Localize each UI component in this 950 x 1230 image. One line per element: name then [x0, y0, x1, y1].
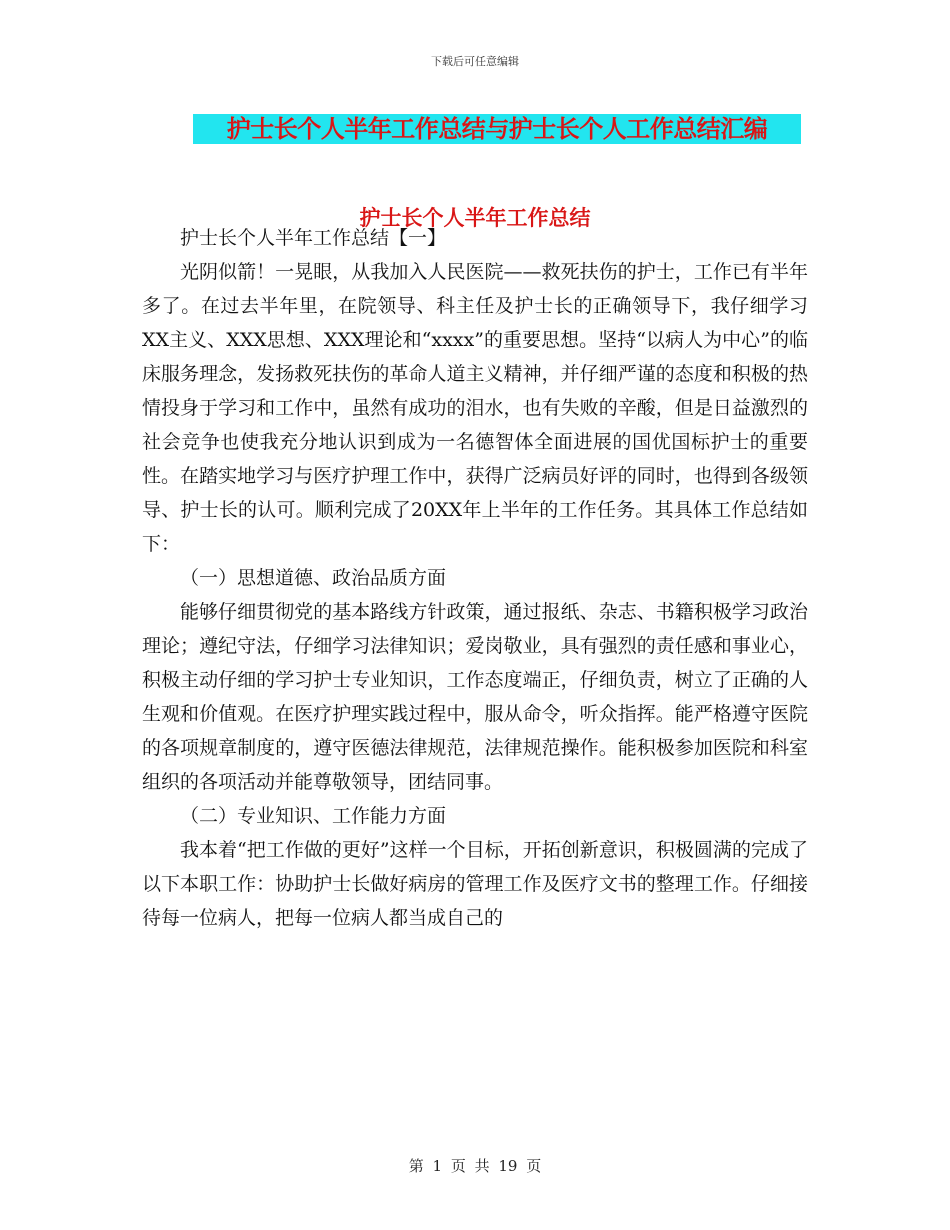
paragraph-politics: 能够仔细贯彻党的基本路线方针政策，通过报纸、杂志、书籍积极学习政治理论；遵纪守法，仔细学习法律知识；爱岗敬业，具有强烈的责任感和事业心，积极主动仔细的学习护士专业知识，工作态度端正，仔细负责，树立了正确的人生观和价值观。在医疗护理实践过程中，服从命令，听众指挥。能严格遵守医院的各项规章制度的，遵守医德法律规范，法律规范操作。能积极参加医院和科室组织的各项活动并能尊敬领导，团结同事。	[142, 601, 808, 793]
paragraph-skills: 我本着“把工作做的更好”这样一个目标，开拓创新意识，积极圆满的完成了以下本职工作：协助护士长做好病房的管理工作及医疗文书的整理工作。仔细接待每一位病人，把每一位病人都当成自己的	[142, 839, 808, 929]
document-body	[142, 221, 808, 935]
paragraph-intro: 光阴似箭！一晃眼，从我加入人民医院——救死扶伤的护士，工作已有半年多了。在过去半年里，在院领导、科主任及护士长的正确领导下，我仔细学习XX主义、XXX思想、XXX理论和“xxxx”的重要思想。坚持“以病人为中心”的临床服务理念，发扬救死扶伤的革命人道主义精神，并仔细严谨的态度和积极的热情投身于学习和工作中，虽然有成功的泪水，也有失败的辛酸，但是日益激烈的社会竞争也使我充分地认识到成为一名德智体全面进展的国优国标护士的重要性。在踏实地学习与医疗护理工作中，获得广泛病员好评的同时，也得到各级领导、护士长的认可。顺利完成了20XX年上半年的工作任务。其具体工作总结如下：	[142, 261, 808, 555]
page-number: 第 1 页 共 19 页	[408, 1157, 542, 1175]
header-note: 下载后可任意编辑	[431, 55, 519, 68]
section-title: 护士长个人半年工作总结	[359, 206, 591, 230]
paragraph-heading-politics: （一）思想道德、政治品质方面	[180, 567, 447, 589]
document-main-title: 护士长个人半年工作总结与护士长个人工作总结汇编	[193, 114, 801, 144]
paragraph-heading-skills: （二）专业知识、工作能力方面	[180, 805, 447, 827]
paragraph-subheading-1: 护士长个人半年工作总结【一】	[180, 227, 447, 249]
